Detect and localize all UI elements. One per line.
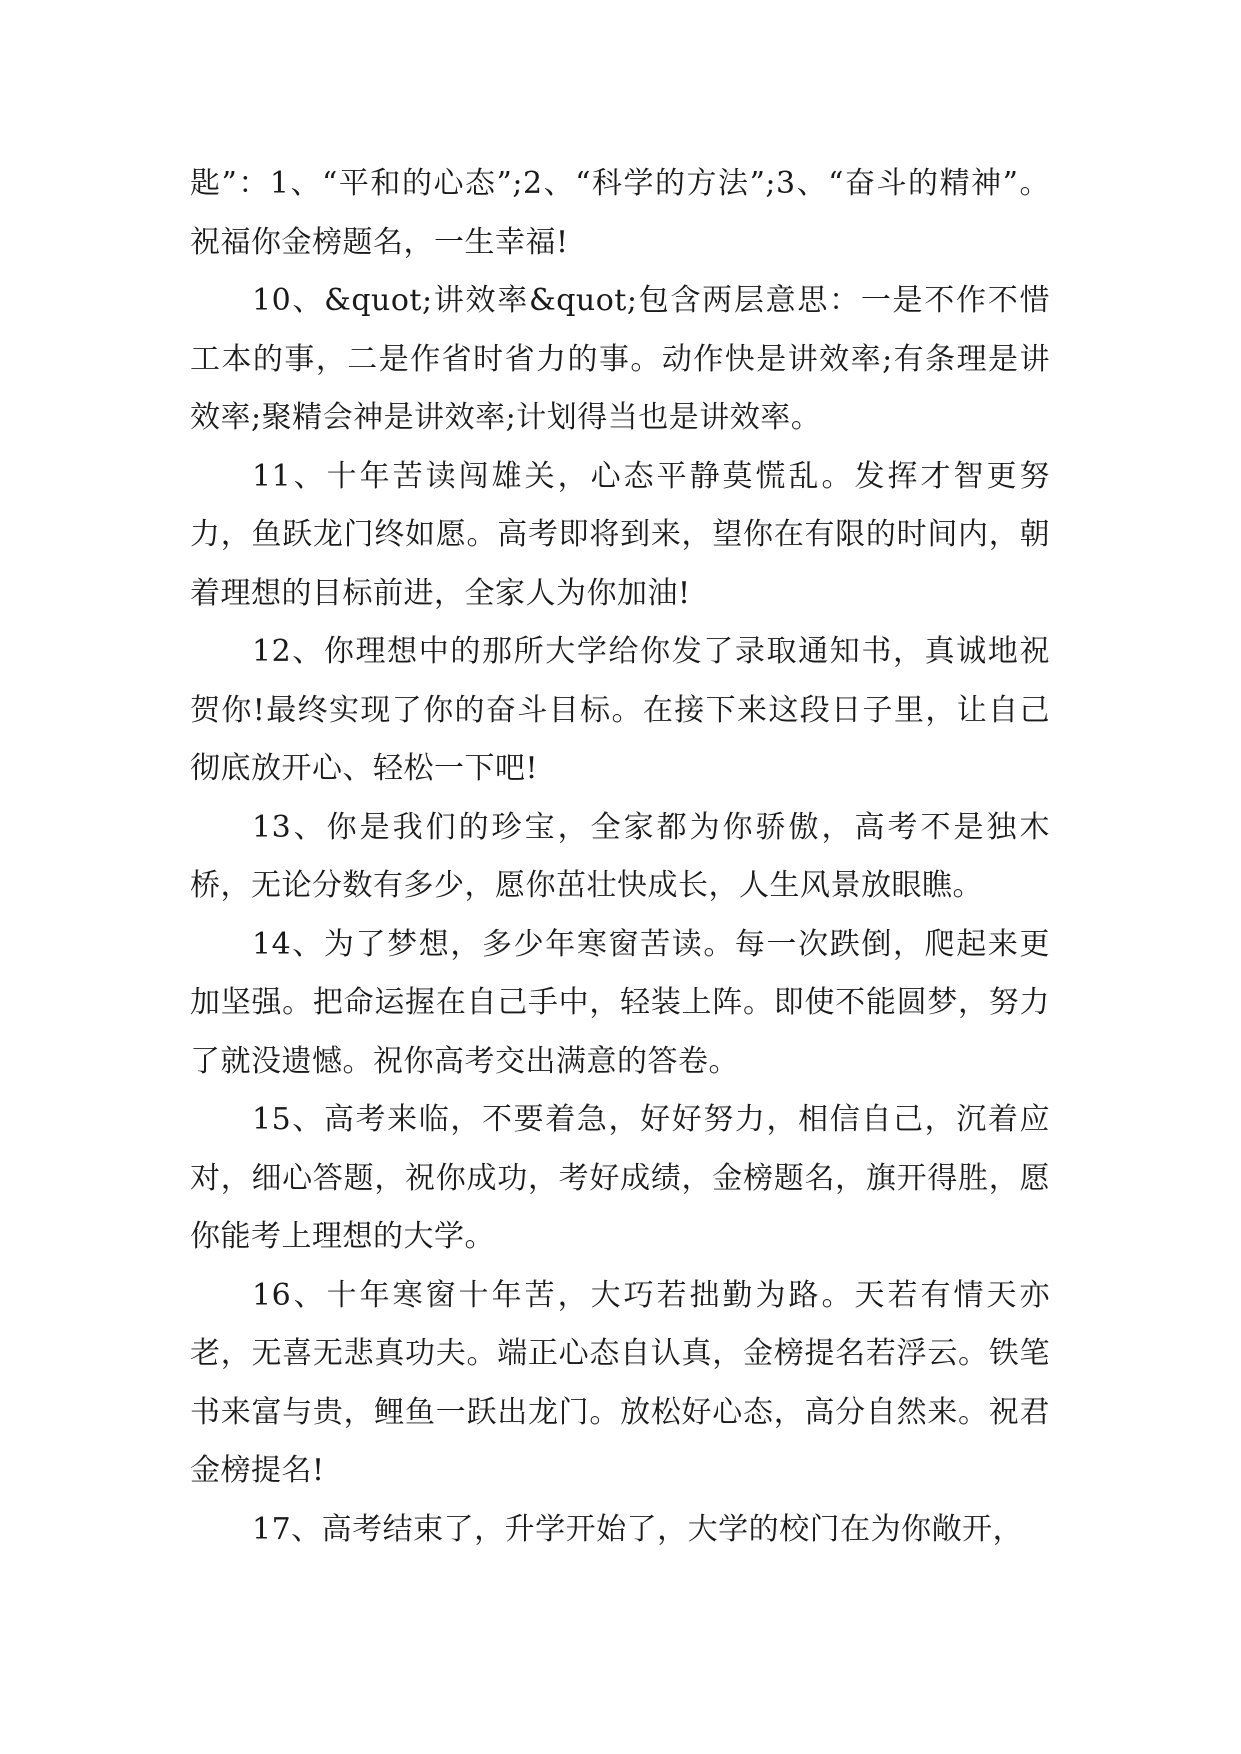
paragraph-11: 11、十年苦读闯雄关，心态平静莫慌乱。发挥才智更努力，鱼跃龙门终如愿。高考即将到来，望你在有限的时间内，朝着理想的目标前进，全家人为你加油! <box>190 458 1050 611</box>
paragraph-15: 15、高考来临，不要着急，好好努力，相信自己，沉着应对，细心答题，祝你成功，考好成绩，金榜题名，旗开得胜，愿你能考上理想的大学。 <box>190 1102 1050 1254</box>
paragraph-14: 14、为了梦想，多少年寒窗苦读。每一次跌倒，爬起来更加坚强。把命运握在自己手中，轻装上阵。即使不能圆梦，努力了就没遗憾。祝你高考交出满意的答卷。 <box>190 926 1050 1079</box>
document-body <box>190 155 1050 1559</box>
paragraph-13: 13、你是我们的珍宝，全家都为你骄傲，高考不是独木桥，无论分数有多少，愿你茁壮快成长，人生风景放眼瞧。 <box>190 809 1050 903</box>
paragraph-16: 16、十年寒窗十年苦，大巧若拙勤为路。天若有情天亦老，无喜无悲真功夫。端正心态自认真，金榜提名若浮云。铁笔书来富与贵，鲤鱼一跃出龙门。放松好心态，高分自然来。祝君金榜提名! <box>190 1277 1050 1488</box>
paragraph-10: 10、&quot;讲效率&quot;包含两层意思：一是不作不惜工本的事，二是作省时省力的事。动作快是讲效率;有条理是讲效率;聚精会神是讲效率;计划得当也是讲效率。 <box>190 283 1050 435</box>
paragraph-continuation: 匙”：1、“平和的心态”;2、“科学的方法”;3、“奋斗的精神”。祝福你金榜题名，一生幸福! <box>190 166 1050 260</box>
paragraph-12: 12、你理想中的那所大学给你发了录取通知书，真诚地祝贺你!最终实现了你的奋斗目标。在接下来这段日子里，让自己彻底放开心、轻松一下吧! <box>190 634 1050 786</box>
paragraph-17: 17、高考结束了，升学开始了，大学的校门在为你敞开， <box>252 1511 1024 1547</box>
